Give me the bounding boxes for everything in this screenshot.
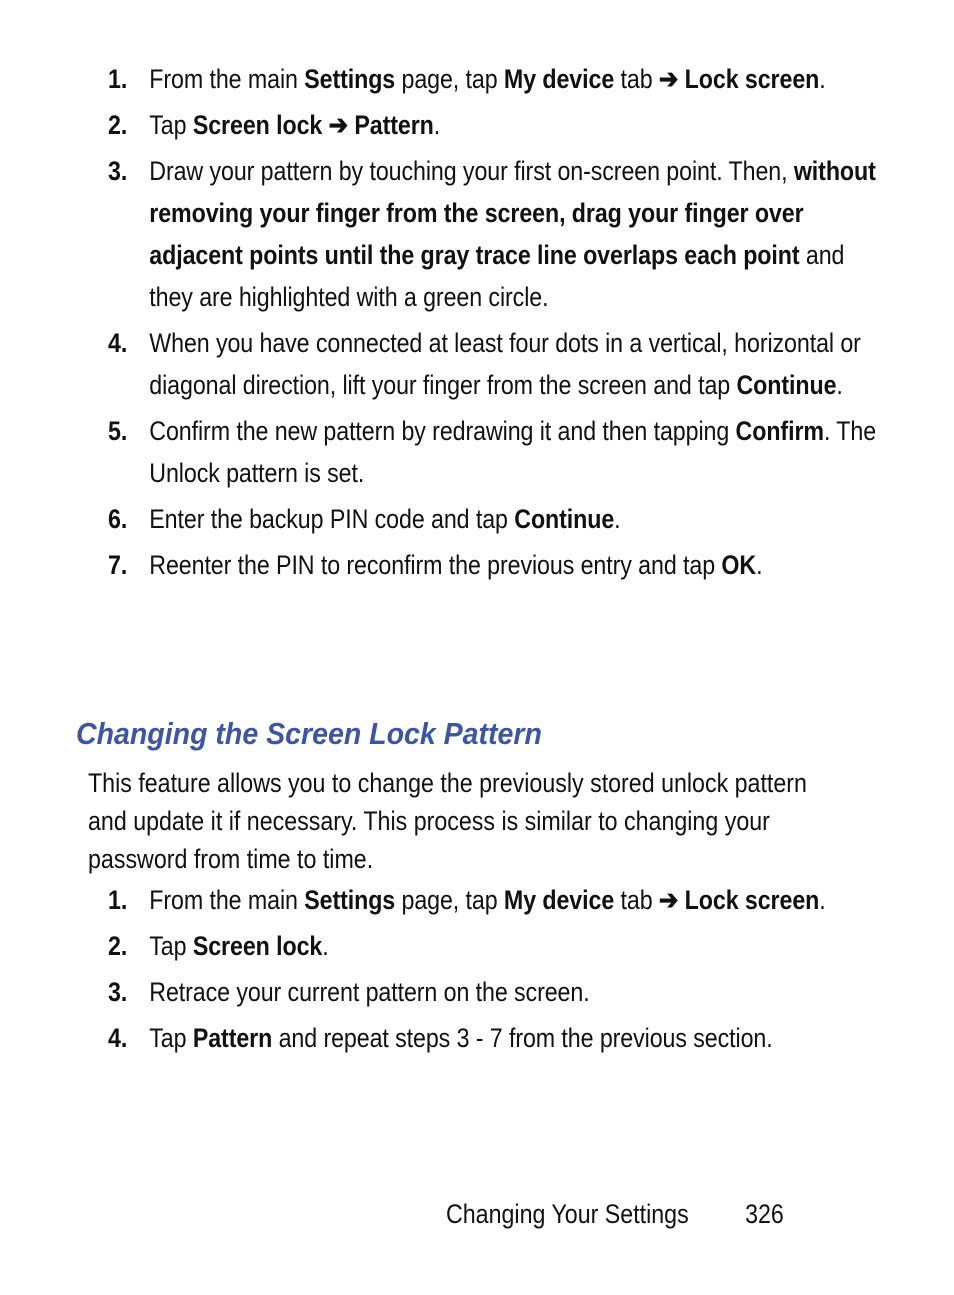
step-text-run: Tap — [149, 110, 193, 140]
step-text-run: . — [819, 64, 826, 94]
step-text-run: From the main — [149, 885, 305, 915]
step-text-run: . The Unlock pattern is set. — [149, 416, 877, 488]
step-item — [108, 1017, 889, 1059]
step-number: 1. — [108, 885, 128, 915]
step-text-run: page, tap — [395, 885, 504, 915]
step-text-bold: Confirm — [735, 416, 824, 446]
step-text-run: Enter the backup PIN code and tap — [149, 504, 515, 534]
step-text-run: Reenter the PIN to reconfirm the previous entry and tap — [149, 550, 722, 580]
step-text-run: . — [836, 370, 843, 400]
step-text-bold: My device — [503, 64, 615, 94]
step-item — [108, 971, 889, 1013]
pattern-setup-steps — [108, 58, 877, 590]
step-text — [149, 931, 328, 961]
step-text — [149, 504, 620, 534]
step-text-run: and repeat steps 3 - 7 from the previous section. — [272, 1023, 773, 1053]
step-text-run: When you have connected at least four dots in a vertical, horizontal or diagonal direction, lift your finger from the screen and tap — [149, 328, 861, 400]
step-item — [108, 925, 889, 967]
step-text-run: tab — [614, 885, 659, 915]
step-item — [108, 879, 889, 921]
step-text-run: . — [614, 504, 621, 534]
footer-chapter-title: Changing Your Settings — [446, 1199, 689, 1229]
page-number: 326 — [745, 1199, 784, 1229]
step-text-run: Retrace your current pattern on the screen. — [149, 977, 590, 1007]
step-text-run: page, tap — [395, 64, 504, 94]
step-text-bold: Continue — [736, 370, 837, 400]
step-text-run: tab — [614, 64, 659, 94]
step-number: 7. — [108, 550, 128, 580]
step-text-bold: Screen lock — [192, 110, 323, 140]
step-text — [149, 977, 589, 1007]
step-item — [108, 104, 889, 146]
step-text-bold: Continue — [514, 504, 615, 534]
step-text — [149, 64, 825, 94]
step-text — [149, 1023, 772, 1053]
step-number: 5. — [108, 416, 128, 446]
step-text — [149, 416, 876, 488]
step-text-run: and they are highlighted with a green circle. — [149, 240, 845, 312]
step-text — [149, 110, 440, 140]
step-text-bold: ➔ — [658, 885, 679, 915]
change-pattern-steps — [108, 879, 868, 1063]
step-number: 4. — [108, 328, 128, 358]
step-text-run: . — [322, 931, 329, 961]
page-footer — [446, 1196, 784, 1232]
step-text — [149, 328, 861, 400]
step-text-run: Tap — [149, 1023, 193, 1053]
step-text-bold: Pattern — [192, 1023, 273, 1053]
step-text-bold: My device — [503, 885, 615, 915]
step-text-run: Confirm the new pattern by redrawing it and then tapping — [149, 416, 736, 446]
step-number: 4. — [108, 1023, 128, 1053]
step-text-bold: Settings — [304, 64, 396, 94]
step-text-run: . — [433, 110, 441, 140]
step-text-run: . — [756, 550, 763, 580]
step-text-bold: Settings — [304, 885, 396, 915]
step-text — [149, 156, 875, 312]
step-number: 2. — [108, 931, 128, 961]
step-text-run: Tap — [149, 931, 193, 961]
section-heading: Changing the Screen Lock Pattern — [76, 716, 542, 751]
step-number: 1. — [108, 64, 128, 94]
step-text-bold: ➔ — [322, 110, 355, 140]
step-number: 3. — [108, 156, 128, 186]
step-number: 6. — [108, 504, 128, 534]
step-number: 3. — [108, 977, 128, 1007]
step-text-run: . — [819, 885, 826, 915]
step-text-bold: Pattern — [354, 110, 434, 140]
step-number: 2. — [108, 110, 128, 140]
step-text-bold: ➔ — [658, 64, 679, 94]
section-intro-paragraph: This feature allows you to change the previously stored unlock pattern and update it if necessary. This process is similar to changing your password from time to time. — [88, 768, 807, 874]
step-text — [149, 885, 825, 915]
step-text — [149, 550, 762, 580]
step-text-bold: without removing your finger from the screen, drag your finger over adjacent points until the gray trace line overlaps each point — [149, 156, 876, 270]
step-item — [108, 58, 889, 100]
step-text-bold: Lock screen — [678, 64, 820, 94]
step-text-run: Draw your pattern by touching your first on-screen point. Then, — [149, 156, 794, 186]
step-text-bold: Lock screen — [678, 885, 820, 915]
step-item — [108, 322, 889, 406]
step-text-bold: Screen lock — [192, 931, 323, 961]
step-item — [108, 498, 889, 540]
step-text-run: From the main — [149, 64, 305, 94]
step-item — [108, 410, 889, 494]
step-text-bold: OK — [721, 550, 757, 580]
step-item — [108, 544, 889, 586]
step-item — [108, 150, 889, 318]
